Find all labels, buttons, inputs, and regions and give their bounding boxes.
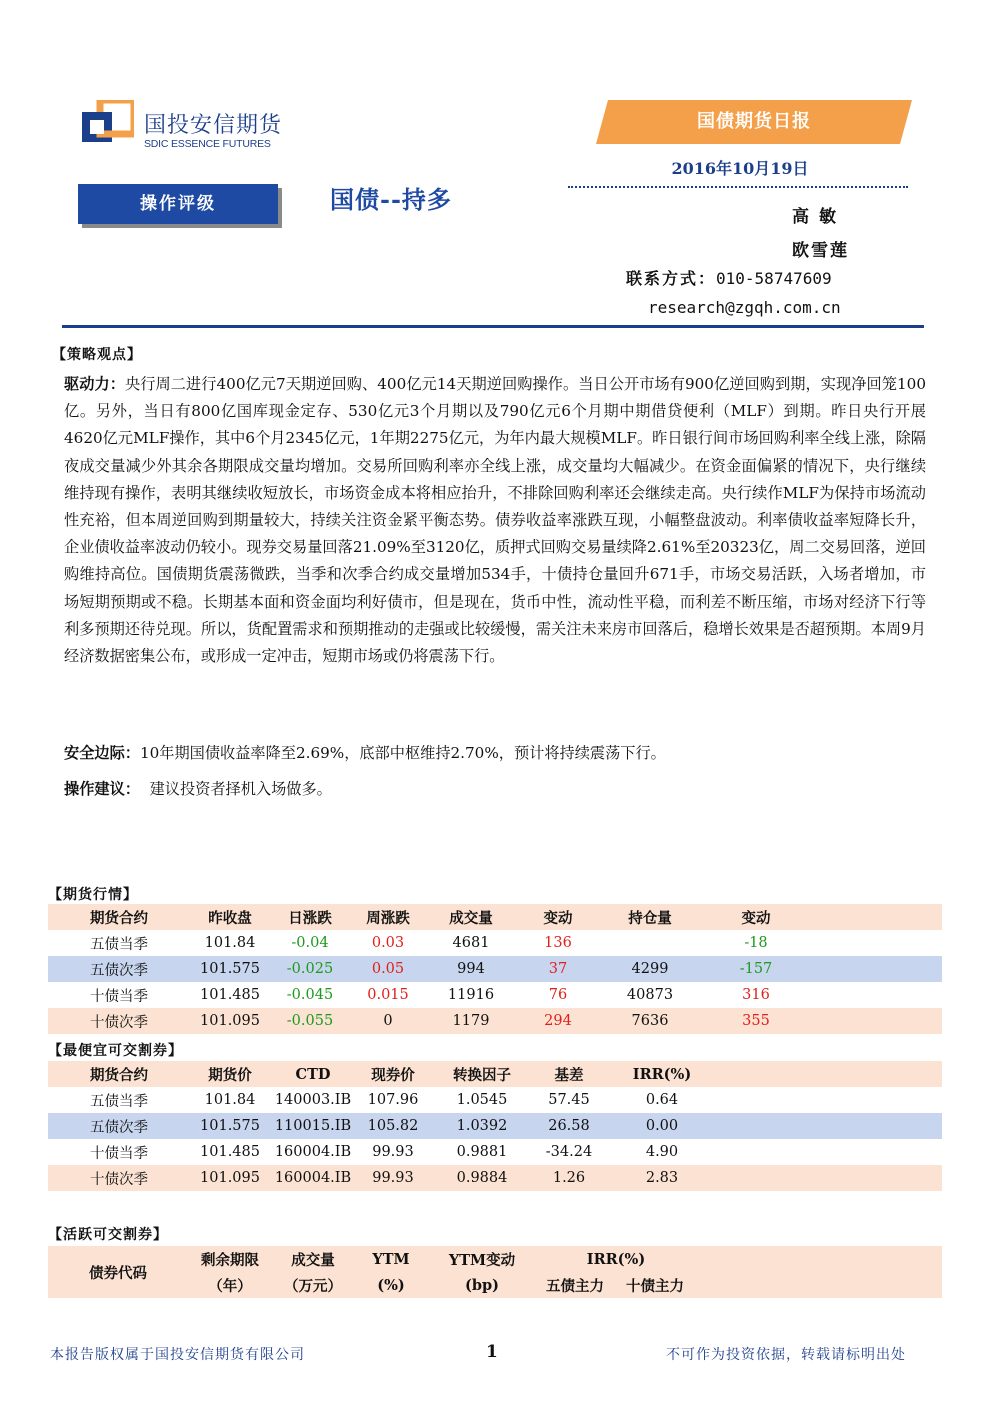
column-header: (%) — [354, 1272, 428, 1298]
advice-paragraph — [64, 776, 926, 803]
column-header: 十债主力 — [614, 1272, 696, 1298]
table-cell: 99.93 — [372, 1144, 414, 1160]
column-header: (bp) — [428, 1272, 536, 1298]
column-header: 变动 — [700, 904, 812, 930]
table-cell: 1.0392 — [430, 1113, 534, 1139]
page-number: 1 — [486, 1342, 498, 1362]
table-row — [48, 956, 942, 982]
section-title-ctd: 【最便宜可交割券】 — [48, 1043, 183, 1059]
table-cell: 136 — [544, 935, 572, 951]
table-header-row — [48, 1246, 942, 1272]
table-cell: 294 — [516, 1008, 600, 1034]
table-cell: 0.015 — [367, 987, 409, 1003]
table-cell: 0.9881 — [456, 1144, 508, 1160]
table-cell: 0.9884 — [430, 1165, 534, 1191]
column-header: （万元） — [272, 1272, 354, 1298]
section-title-futures: 【期货行情】 — [48, 887, 138, 903]
report-date: 2016年10月19日 — [671, 159, 809, 178]
table-cell: 十债当季 — [90, 988, 148, 1005]
table-cell: 101.84 — [204, 935, 256, 951]
table-header-row — [48, 1061, 942, 1087]
column-header: 现券价 — [356, 1061, 430, 1087]
table-cell: -0.04 — [291, 935, 329, 951]
table-cell: -157 — [700, 956, 812, 982]
table-cell: 五债次季 — [48, 1113, 190, 1139]
table-cell: 107.96 — [367, 1092, 419, 1108]
table-cell: 160004.IB — [274, 1144, 352, 1160]
table-cell: 101.84 — [204, 1092, 256, 1108]
company-logo-icon — [82, 100, 134, 150]
advice-label: 操作建议： — [64, 780, 140, 798]
rating-label: 操作评级 — [78, 184, 278, 224]
column-header: 债券代码 — [48, 1246, 188, 1298]
report-title: 国债期货日报 — [697, 111, 811, 132]
header-rule — [62, 325, 924, 328]
table-cell: 101.095 — [190, 1165, 270, 1191]
dotted-divider — [568, 186, 908, 188]
column-header: （年） — [188, 1272, 272, 1298]
table-cell: 101.485 — [200, 987, 260, 1003]
table-cell: 11916 — [447, 987, 495, 1003]
logo-chinese-name: 国投安信期货 — [144, 113, 283, 138]
table-cell: -34.24 — [545, 1144, 593, 1160]
driver-text: 央行周二进行400亿元7天期逆回购、400亿元14天期逆回购操作。当日公开市场有900亿逆回购到期，实现净回笼100亿。另外，当日有800亿国库现金定存、530亿元3个月期以及790亿元6个月期中期借贷便利（MLF）到期。昨日央行开展4620亿元MLF操作，其中6个月2345亿元，1年期2275亿元，为年内最大规模MLF。昨日银行间市场回购利率全线上涨，除隔夜成交量减少外其余各期限成交量均增加。交易所回购利率亦全线上涨，成交量均大幅减少。在资金面偏紧的情况下，央行继续维持现有操作，表明其继续收短放长，市场资金成本将相应抬升，不排除回购利率还会继续走高。央行续作MLF为保持市场流动性充裕，但本周逆回购到期量较大，持续关注资金紧平衡态势。债券收益率涨跌互现，小幅整盘波动。利率债收益率短降长升，企业债收益率波动仍较小。现券交易量回落21.09%至3120亿，质押式回购交易量续降2.61%至20323亿，周二交易回落，逆回购维持高位。国债期货震荡微跌，当季和次季合约成交量增加534手，十债持仓量回升671手，市场交易活跃，入场者增加，市场短期预期或不稳。长期基本面和资金面均利好债市，但是现在，货币中性，流动性平稳，而利差不断压缩，市场对经济下行等利多预期还待兑现。所以，货配置需求和预期推动的走强或比较缓慢，需关注未来房市回落后，稳增长效果是否超预期。本周9月经济数据密集公布，或形成一定冲击，短期市场或仍将震荡下行。 — [64, 375, 926, 666]
table-cell: 0.64 — [645, 1092, 679, 1108]
column-header: 成交量 — [272, 1246, 354, 1272]
table-row — [48, 1139, 942, 1165]
table-cell: 十债次季 — [48, 1008, 190, 1034]
table-row — [48, 1113, 942, 1139]
column-header: 五债主力 — [536, 1272, 614, 1298]
table-cell: 110015.IB — [270, 1113, 356, 1139]
table-cell: 37 — [516, 956, 600, 982]
table-cell: 0.03 — [371, 935, 405, 951]
table-cell: 0 — [350, 1008, 426, 1034]
table-cell: 994 — [426, 956, 516, 982]
safety-text: 10年期国债收益率降至2.69%，底部中枢维持2.70%，预计将持续震荡下行。 — [139, 744, 666, 762]
column-header: 持仓量 — [600, 904, 700, 930]
column-header: 转换因子 — [430, 1061, 534, 1087]
column-header: 昨收盘 — [190, 904, 270, 930]
table-cell: 7636 — [600, 1008, 700, 1034]
table-cell: 101.575 — [190, 1113, 270, 1139]
contact-label: 联系方式： — [626, 269, 717, 288]
table-cell: 十债当季 — [90, 1145, 148, 1162]
table-cell: 101.575 — [190, 956, 270, 982]
table-cell: 140003.IB — [274, 1092, 352, 1108]
rating-value: 国债--持多 — [330, 185, 452, 214]
table-cell: 57.45 — [548, 1092, 590, 1108]
table-row — [48, 930, 942, 956]
column-header: CTD — [270, 1061, 356, 1087]
contact-line — [626, 266, 832, 289]
contact-phone: 010-58747609 — [716, 269, 832, 288]
ctd-table — [48, 1061, 942, 1191]
table-cell: -0.045 — [286, 987, 334, 1003]
column-header: 期货合约 — [48, 1061, 190, 1087]
driver-label: 驱动力： — [64, 375, 125, 393]
table-cell: 五债当季 — [90, 1093, 148, 1110]
table-cell: 4.90 — [645, 1144, 679, 1160]
futures-table — [48, 904, 942, 1034]
column-header: 周涨跌 — [350, 904, 426, 930]
author-name: 高敏 — [792, 207, 846, 227]
table-cell: 40873 — [626, 987, 674, 1003]
column-header: 剩余期限 — [188, 1246, 272, 1272]
column-header: 日涨跌 — [270, 904, 350, 930]
column-header: 变动 — [516, 904, 600, 930]
table-cell: 4299 — [600, 956, 700, 982]
table-cell: 2.83 — [604, 1165, 720, 1191]
safety-paragraph — [64, 740, 926, 767]
section-title-active: 【活跃可交割券】 — [48, 1227, 168, 1243]
table-cell: 0.05 — [350, 956, 426, 982]
table-cell: 316 — [742, 987, 770, 1003]
column-header: YTM — [354, 1246, 428, 1272]
table-row — [48, 1087, 942, 1113]
footer-disclaimer: 不可作为投资依据，转载请标明出处 — [666, 1347, 906, 1363]
table-cell — [600, 930, 700, 956]
table-cell: 105.82 — [356, 1113, 430, 1139]
table-header-row — [48, 904, 942, 930]
table-row — [48, 982, 942, 1008]
column-header: YTM变动 — [428, 1246, 536, 1272]
active-bonds-table — [48, 1246, 942, 1298]
table-cell: 十债次季 — [48, 1165, 190, 1191]
column-header: 成交量 — [426, 904, 516, 930]
table-cell: 26.58 — [534, 1113, 604, 1139]
table-row — [48, 1165, 942, 1191]
table-cell: 76 — [548, 987, 568, 1003]
table-cell: 0.00 — [604, 1113, 720, 1139]
table-row — [48, 1008, 942, 1034]
column-header: IRR(%) — [604, 1061, 720, 1087]
table-cell: -0.055 — [270, 1008, 350, 1034]
table-cell: -0.025 — [270, 956, 350, 982]
table-cell: 五债当季 — [90, 936, 148, 953]
column-header: 基差 — [534, 1061, 604, 1087]
table-cell: 1.26 — [534, 1165, 604, 1191]
column-header: IRR(%) — [536, 1246, 696, 1272]
table-cell: -18 — [744, 935, 768, 951]
section-title-strategy: 【策略观点】 — [52, 347, 142, 363]
footer-copyright: 本报告版权属于国投安信期货有限公司 — [50, 1347, 305, 1363]
contact-email[interactable]: research@zgqh.com.cn — [648, 298, 841, 317]
column-header: 期货价 — [190, 1061, 270, 1087]
table-cell: 101.095 — [190, 1008, 270, 1034]
table-cell: 1.0545 — [456, 1092, 508, 1108]
author-name: 欧雪莲 — [792, 241, 849, 261]
table-cell: 101.485 — [200, 1144, 260, 1160]
advice-text: 建议投资者择机入场做多。 — [149, 780, 332, 798]
table-cell: 99.93 — [356, 1165, 430, 1191]
table-cell: 五债次季 — [48, 956, 190, 982]
safety-label: 安全边际： — [64, 744, 140, 762]
table-cell: 1179 — [426, 1008, 516, 1034]
table-cell: 355 — [700, 1008, 812, 1034]
logo-english-name: SDIC ESSENCE FUTURES — [144, 138, 271, 150]
table-cell: 4681 — [452, 935, 490, 951]
driver-paragraph — [64, 371, 926, 670]
column-header: 期货合约 — [48, 904, 190, 930]
table-cell: 160004.IB — [270, 1165, 356, 1191]
